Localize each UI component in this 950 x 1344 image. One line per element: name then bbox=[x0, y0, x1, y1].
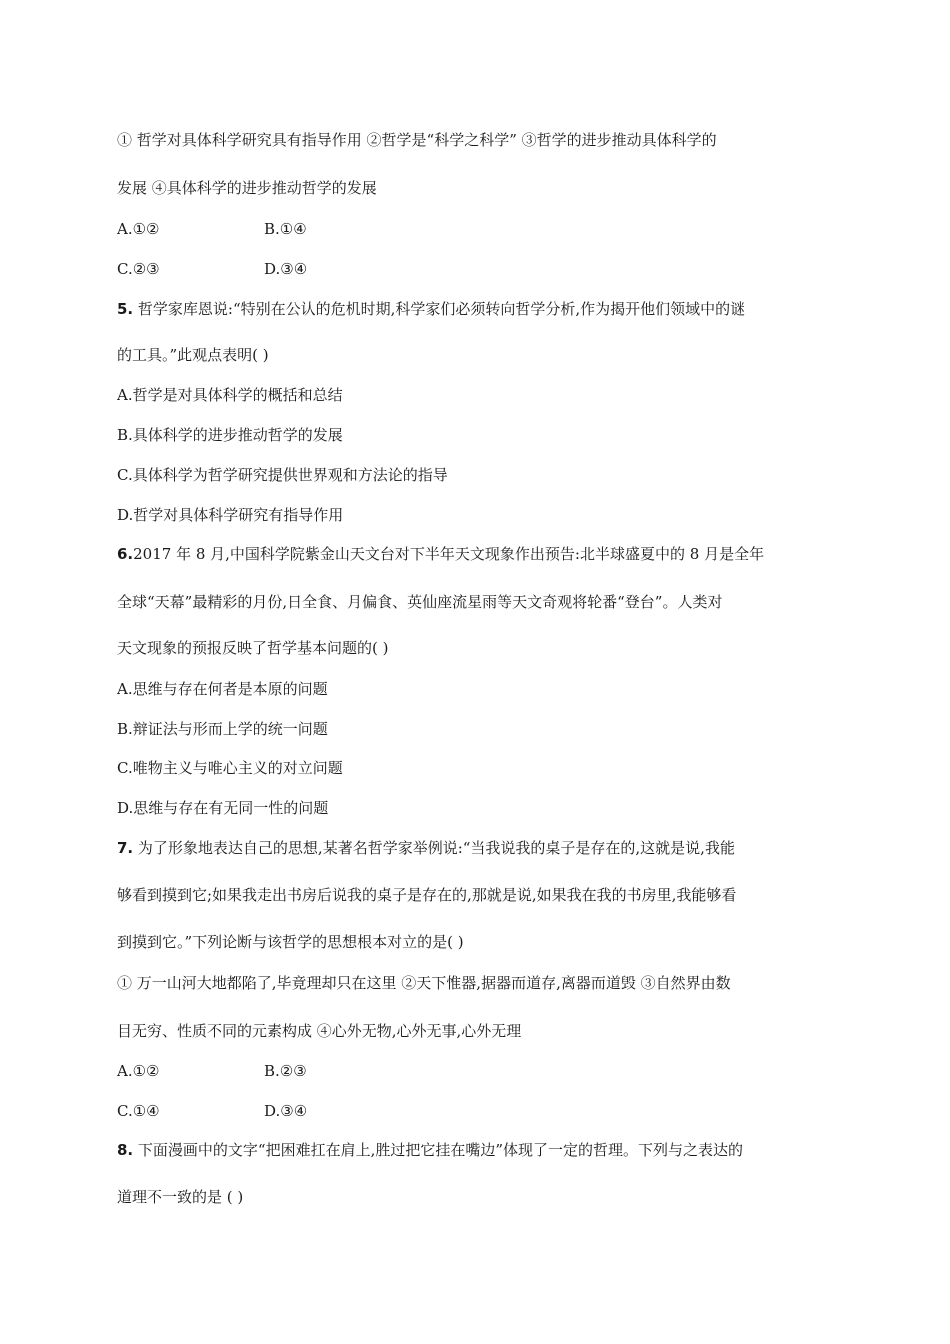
q7-option-c: C.①④ bbox=[117, 1102, 160, 1120]
q5-stem-line2: 的工具。”此观点表明( ) bbox=[117, 346, 269, 364]
q5-stem-text: 哲学家库恩说:“特别在公认的危机时期,科学家们必须转向哲学分析,作为揭开他们领域中的谜 bbox=[137, 300, 746, 318]
q6-stem-line3: 天文现象的预报反映了哲学基本问题的( ) bbox=[117, 639, 389, 657]
q4-option-d: D.③④ bbox=[264, 260, 308, 278]
q5-stem-line1 bbox=[117, 299, 745, 319]
q7-items-line1: ① 万一山河大地都陷了,毕竟理却只在这里 ②天下惟器,据器而道存,离器而道毁 ③自然界由数 bbox=[117, 974, 731, 992]
q5-option-b: B.具体科学的进步推动哲学的发展 bbox=[117, 426, 343, 444]
q6-option-a: A.思维与存在何者是本原的问题 bbox=[117, 680, 328, 698]
q5-option-a: A.哲学是对具体科学的概括和总结 bbox=[117, 386, 343, 404]
q5-number: 5. bbox=[117, 300, 134, 318]
q6-option-d: D.思维与存在有无同一性的问题 bbox=[117, 799, 329, 817]
q7-option-d: D.③④ bbox=[264, 1102, 308, 1120]
q7-items-line2: 目无穷、性质不同的元素构成 ④心外无物,心外无事,心外无理 bbox=[117, 1022, 522, 1040]
q7-number: 7. bbox=[117, 839, 134, 857]
q6-number: 6. bbox=[117, 545, 134, 563]
q4-option-c: C.②③ bbox=[117, 260, 160, 278]
q8-stem-line2: 道理不一致的是 ( ) bbox=[117, 1188, 244, 1206]
q4-items-line2: 发展 ④具体科学的进步推动哲学的发展 bbox=[117, 179, 377, 197]
q4-option-a: A.①② bbox=[117, 220, 160, 238]
q6-option-c: C.唯物主义与唯心主义的对立问题 bbox=[117, 759, 343, 777]
q5-option-d: D.哲学对具体科学研究有指导作用 bbox=[117, 506, 344, 524]
q4-items-line1: ① 哲学对具体科学研究具有指导作用 ②哲学是“科学之科学” ③哲学的进步推动具体科学的 bbox=[117, 131, 717, 149]
q7-stem-text: 为了形象地表达自己的思想,某著名哲学家举例说:“当我说我的桌子是存在的,这就是说,我能 bbox=[137, 839, 735, 857]
q6-stem-text: 2017 年 8 月,中国科学院紫金山天文台对下半年天文现象作出预告:北半球盛夏中的 8 月是全年 bbox=[133, 545, 765, 563]
q7-stem-line1 bbox=[117, 838, 735, 858]
q8-stem-text: 下面漫画中的文字“把困难扛在肩上,胜过把它挂在嘴边”体现了一定的哲理。下列与之表达的 bbox=[137, 1141, 744, 1159]
q7-stem-line2: 够看到摸到它;如果我走出书房后说我的桌子是存在的,那就是说,如果我在我的书房里,我能够看 bbox=[117, 886, 737, 904]
q4-option-b: B.①④ bbox=[264, 220, 307, 238]
q7-stem-line3: 到摸到它。”下列论断与该哲学的思想根本对立的是( ) bbox=[117, 933, 464, 951]
q8-number: 8. bbox=[117, 1141, 134, 1159]
q6-stem-line1 bbox=[117, 544, 764, 564]
q6-option-b: B.辩证法与形而上学的统一问题 bbox=[117, 720, 328, 738]
q5-option-c: C.具体科学为哲学研究提供世界观和方法论的指导 bbox=[117, 466, 448, 484]
q8-stem-line1 bbox=[117, 1140, 743, 1160]
q7-option-a: A.①② bbox=[117, 1062, 160, 1080]
q6-stem-line2: 全球“天幕”最精彩的月份,日全食、月偏食、英仙座流星雨等天文奇观将轮番“登台”。人类对 bbox=[117, 593, 723, 611]
q7-option-b: B.②③ bbox=[264, 1062, 307, 1080]
